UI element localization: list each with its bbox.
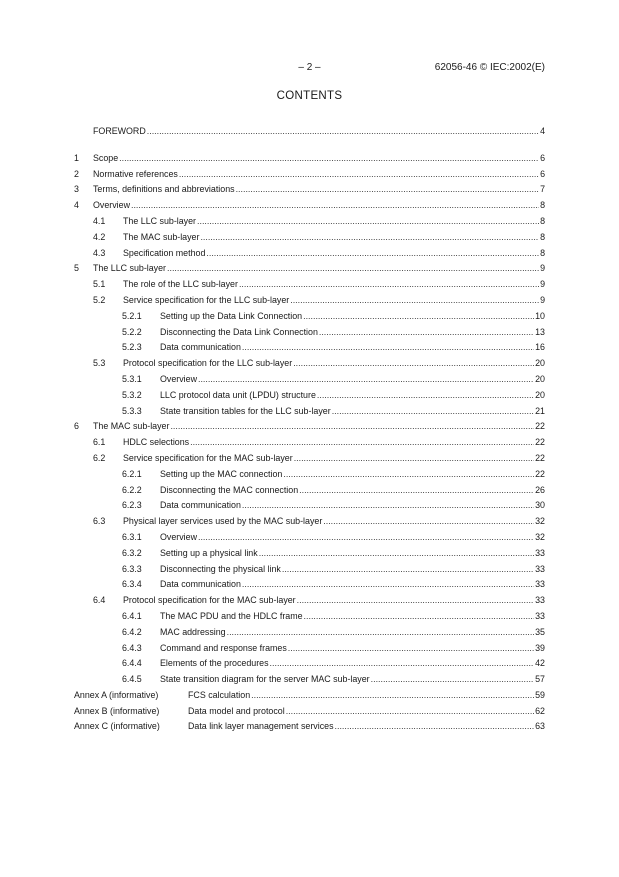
toc-entry-number: 6.3: [93, 516, 106, 527]
toc-entry-number: Annex A (informative): [74, 689, 159, 700]
toc-entry-title: Disconnecting the physical link: [160, 563, 281, 574]
toc-entry-number: 5.1: [93, 279, 106, 290]
toc-entry-page: 22: [535, 421, 545, 432]
toc-entry-number: 6.4: [93, 595, 106, 606]
toc-entry[interactable]: [74, 564, 545, 580]
toc-entry-page: 22: [535, 452, 545, 463]
toc-entry-number: 4.3: [93, 247, 106, 258]
toc-entry-title: The MAC PDU and the HDLC frame: [160, 610, 303, 621]
toc-entry-title: Physical layer services used by the MAC sub-layer: [123, 516, 323, 527]
dot-leader: [283, 469, 534, 479]
toc-entry-number: 6.3.1: [122, 531, 142, 542]
toc-entry-page: 32: [535, 531, 545, 542]
toc-entry[interactable]: [74, 406, 545, 422]
toc-entry-number: 4.1: [93, 215, 106, 226]
dot-leader: [242, 579, 534, 589]
dot-leader: [323, 516, 534, 526]
toc-entry[interactable]: [74, 358, 545, 374]
toc-entry-page: 7: [540, 184, 545, 195]
toc-entry-title: FOREWORD: [93, 126, 146, 136]
toc-entry[interactable]: [74, 279, 545, 295]
toc-entry[interactable]: [74, 627, 545, 643]
dot-leader: [270, 658, 535, 668]
toc-entry-title: Data communication: [160, 500, 241, 511]
toc-entry-number: 6.4.3: [122, 642, 142, 653]
dot-leader: [190, 437, 534, 447]
dot-leader: [227, 627, 535, 637]
toc-entry-number: 6.4.1: [122, 610, 142, 621]
toc-entry-title: Service specification for the LLC sub-layer: [123, 294, 290, 305]
dot-leader: [167, 263, 539, 273]
toc-entry-title: Setting up the Data Link Connection: [160, 310, 303, 321]
toc-entry-page: 30: [535, 500, 545, 511]
dot-leader: [304, 611, 535, 621]
dot-leader: [303, 311, 534, 321]
toc-entry-page: 9: [540, 294, 545, 305]
toc-entry-number: 5.3: [93, 358, 106, 369]
toc-entry[interactable]: [74, 643, 545, 659]
dot-leader: [282, 564, 534, 574]
toc-entry-page: 16: [535, 342, 545, 353]
dot-leader: [239, 279, 539, 289]
toc-entry-title: The MAC sub-layer: [123, 231, 200, 242]
toc-entry-number: 5.3.2: [122, 389, 142, 400]
toc-entry[interactable]: [74, 595, 545, 611]
toc-entry[interactable]: [74, 374, 545, 390]
toc-entry-title: Protocol specification for the LLC sub-layer: [123, 358, 293, 369]
dot-leader: [198, 374, 534, 384]
toc-entry[interactable]: [74, 485, 545, 501]
toc-entry-page: 4: [540, 126, 545, 136]
dot-leader: [297, 595, 534, 605]
toc-entry-page: 9: [540, 279, 545, 290]
toc-entry-page: 6: [540, 168, 545, 179]
toc-entry-page: 63: [535, 721, 545, 732]
toc-entry-number: 6.4.5: [122, 674, 142, 685]
toc-entry[interactable]: [74, 579, 545, 595]
dot-leader: [319, 327, 534, 337]
toc-entry[interactable]: [74, 721, 545, 737]
toc-entry-page: 33: [535, 579, 545, 590]
toc-entry[interactable]: [74, 263, 545, 279]
table-of-contents: [74, 126, 545, 737]
toc-entry-page: 22: [535, 437, 545, 448]
toc-entry-title: Overview: [160, 373, 197, 384]
toc-entry-title: Overview: [93, 200, 130, 211]
page-title: CONTENTS: [276, 90, 343, 102]
toc-entry[interactable]: [74, 421, 545, 437]
toc-entry[interactable]: [74, 126, 545, 142]
dot-leader: [371, 674, 534, 684]
toc-entry[interactable]: [74, 390, 545, 406]
dot-leader: [332, 406, 534, 416]
toc-entry-number: 2: [74, 168, 79, 179]
toc-entry-number: 6.3.2: [122, 547, 142, 558]
toc-entry-number: 6.3.3: [122, 563, 142, 574]
toc-entry-page: 35: [535, 626, 545, 637]
toc-entry-title: Data link layer management services: [188, 721, 334, 732]
toc-entry-page: 21: [535, 405, 545, 416]
toc-entry-title: The LLC sub-layer: [123, 215, 197, 226]
toc-entry[interactable]: [74, 548, 545, 564]
toc-entry-title: Overview: [160, 531, 197, 542]
toc-entry-title: Data communication: [160, 579, 241, 590]
toc-entry-title: Data communication: [160, 342, 241, 353]
toc-entry[interactable]: [74, 674, 545, 690]
dot-leader: [119, 153, 539, 163]
toc-entry-page: 39: [535, 642, 545, 653]
toc-entry-page: 22: [535, 468, 545, 479]
dot-leader: [242, 500, 534, 510]
toc-entry-title: Normative references: [93, 168, 178, 179]
dot-leader: [290, 295, 539, 305]
toc-entry[interactable]: [74, 342, 545, 358]
dot-leader: [206, 248, 539, 258]
toc-entry-title: Terms, definitions and abbreviations: [93, 184, 235, 195]
toc-entry-number: 5.2.2: [122, 326, 142, 337]
toc-entry-title: State transition diagram for the server MAC sub-layer: [160, 674, 370, 685]
toc-entry-title: Setting up the MAC connection: [160, 468, 283, 479]
toc-entry-page: 62: [535, 705, 545, 716]
toc-entry-title: The MAC sub-layer: [93, 421, 170, 432]
toc-entry[interactable]: [74, 327, 545, 343]
toc-entry-number: 6.1: [93, 437, 106, 448]
toc-entry-number: 5.2: [93, 294, 106, 305]
toc-entry-title: Disconnecting the Data Link Connection: [160, 326, 318, 337]
toc-entry[interactable]: [74, 216, 545, 232]
toc-entry-page: 8: [540, 200, 545, 211]
dot-leader: [251, 690, 534, 700]
toc-entry-title: Protocol specification for the MAC sub-layer: [123, 595, 296, 606]
toc-entry-number: 6.2.2: [122, 484, 142, 495]
toc-entry-number: 6.2.3: [122, 500, 142, 511]
toc-entry-title: Scope: [93, 152, 119, 163]
dot-leader: [259, 548, 534, 558]
dot-leader: [335, 721, 535, 731]
toc-entry-number: 5.3.3: [122, 405, 142, 416]
dot-leader: [179, 169, 539, 179]
dot-leader: [288, 643, 534, 653]
toc-entry-title: Data model and protocol: [188, 705, 285, 716]
dot-leader: [299, 485, 534, 495]
toc-entry-page: 33: [535, 563, 545, 574]
toc-entry[interactable]: [74, 437, 545, 453]
toc-entry[interactable]: [74, 295, 545, 311]
toc-entry[interactable]: [74, 658, 545, 674]
dot-leader: [242, 342, 534, 352]
toc-entry-page: 57: [535, 674, 545, 685]
toc-entry[interactable]: [74, 232, 545, 248]
toc-entry[interactable]: [74, 453, 545, 469]
toc-entry-page: 9: [540, 263, 545, 274]
dot-leader: [200, 232, 539, 242]
toc-entry-number: 4.2: [93, 231, 106, 242]
toc-entry-title: Service specification for the MAC sub-layer: [123, 452, 293, 463]
toc-entry[interactable]: [74, 311, 545, 327]
toc-entry-page: 13: [535, 326, 545, 337]
toc-entry-page: 59: [535, 689, 545, 700]
toc-entry[interactable]: [74, 516, 545, 532]
toc-entry-page: 20: [535, 373, 545, 384]
dot-leader: [286, 706, 534, 716]
toc-entry-page: 26: [535, 484, 545, 495]
dot-leader: [198, 532, 534, 542]
toc-entry-page: 6: [540, 152, 545, 163]
toc-entry[interactable]: [74, 532, 545, 548]
toc-entry-number: 1: [74, 152, 79, 163]
toc-entry[interactable]: [74, 248, 545, 264]
toc-entry-number: 4: [74, 200, 79, 211]
toc-entry-page: 33: [535, 595, 545, 606]
toc-entry-number: 6.2: [93, 452, 106, 463]
toc-entry-number: 6.2.1: [122, 468, 142, 479]
toc-entry-title: State transition tables for the LLC sub-layer: [160, 405, 331, 416]
toc-entry[interactable]: [74, 184, 545, 200]
toc-entry[interactable]: [74, 611, 545, 627]
toc-entry-number: 6.4.2: [122, 626, 142, 637]
toc-entry-number: 6: [74, 421, 79, 432]
toc-entry-title: HDLC selections: [123, 437, 190, 448]
toc-entry-page: 33: [535, 547, 545, 558]
dot-leader: [170, 421, 534, 431]
toc-entry-number: Annex B (informative): [74, 705, 160, 716]
toc-entry-title: Specification method: [123, 247, 206, 258]
toc-entry-number: Annex C (informative): [74, 721, 160, 732]
toc-entry[interactable]: [74, 690, 545, 706]
toc-entry[interactable]: [74, 469, 545, 485]
toc-entry-title: The role of the LLC sub-layer: [123, 279, 238, 290]
toc-entry-page: 8: [540, 215, 545, 226]
toc-entry-title: Disconnecting the MAC connection: [160, 484, 299, 495]
toc-entry-title: Command and response frames: [160, 642, 287, 653]
toc-entry-page: 32: [535, 516, 545, 527]
dot-leader: [236, 184, 539, 194]
toc-entry-page: 10: [535, 310, 545, 321]
toc-entry-title: FCS calculation: [188, 689, 251, 700]
toc-entry-title: Elements of the procedures: [160, 658, 269, 669]
toc-entry-number: 3: [74, 184, 79, 195]
dot-leader: [293, 358, 534, 368]
toc-entry-number: 5.3.1: [122, 373, 142, 384]
toc-entry[interactable]: [74, 706, 545, 722]
toc-entry-number: 5.2.3: [122, 342, 142, 353]
dot-leader: [147, 126, 539, 136]
dot-leader: [317, 390, 534, 400]
toc-entry-number: 6.3.4: [122, 579, 142, 590]
toc-entry[interactable]: [74, 500, 545, 516]
toc-entry[interactable]: [74, 153, 545, 169]
toc-entry-title: MAC addressing: [160, 626, 226, 637]
toc-entry-number: 6.4.4: [122, 658, 142, 669]
toc-entry-page: 20: [535, 389, 545, 400]
toc-entry-title: LLC protocol data unit (LPDU) structure: [160, 389, 316, 400]
toc-entry[interactable]: [74, 200, 545, 216]
toc-entry[interactable]: [74, 169, 545, 185]
toc-entry-title: Setting up a physical link: [160, 547, 258, 558]
dot-leader: [197, 216, 539, 226]
toc-entry-page: 20: [535, 358, 545, 369]
page-number: – 2 –: [298, 62, 321, 73]
toc-entry-page: 42: [535, 658, 545, 669]
dot-leader: [131, 200, 539, 210]
toc-entry-page: 8: [540, 231, 545, 242]
toc-entry-number: 5.2.1: [122, 310, 142, 321]
toc-entry-page: 33: [535, 610, 545, 621]
toc-entry-page: 8: [540, 247, 545, 258]
toc-entry-number: 5: [74, 263, 79, 274]
standard-reference: 62056-46 © IEC:2002(E): [434, 62, 545, 73]
toc-entry-title: The LLC sub-layer: [93, 263, 167, 274]
dot-leader: [294, 453, 534, 463]
